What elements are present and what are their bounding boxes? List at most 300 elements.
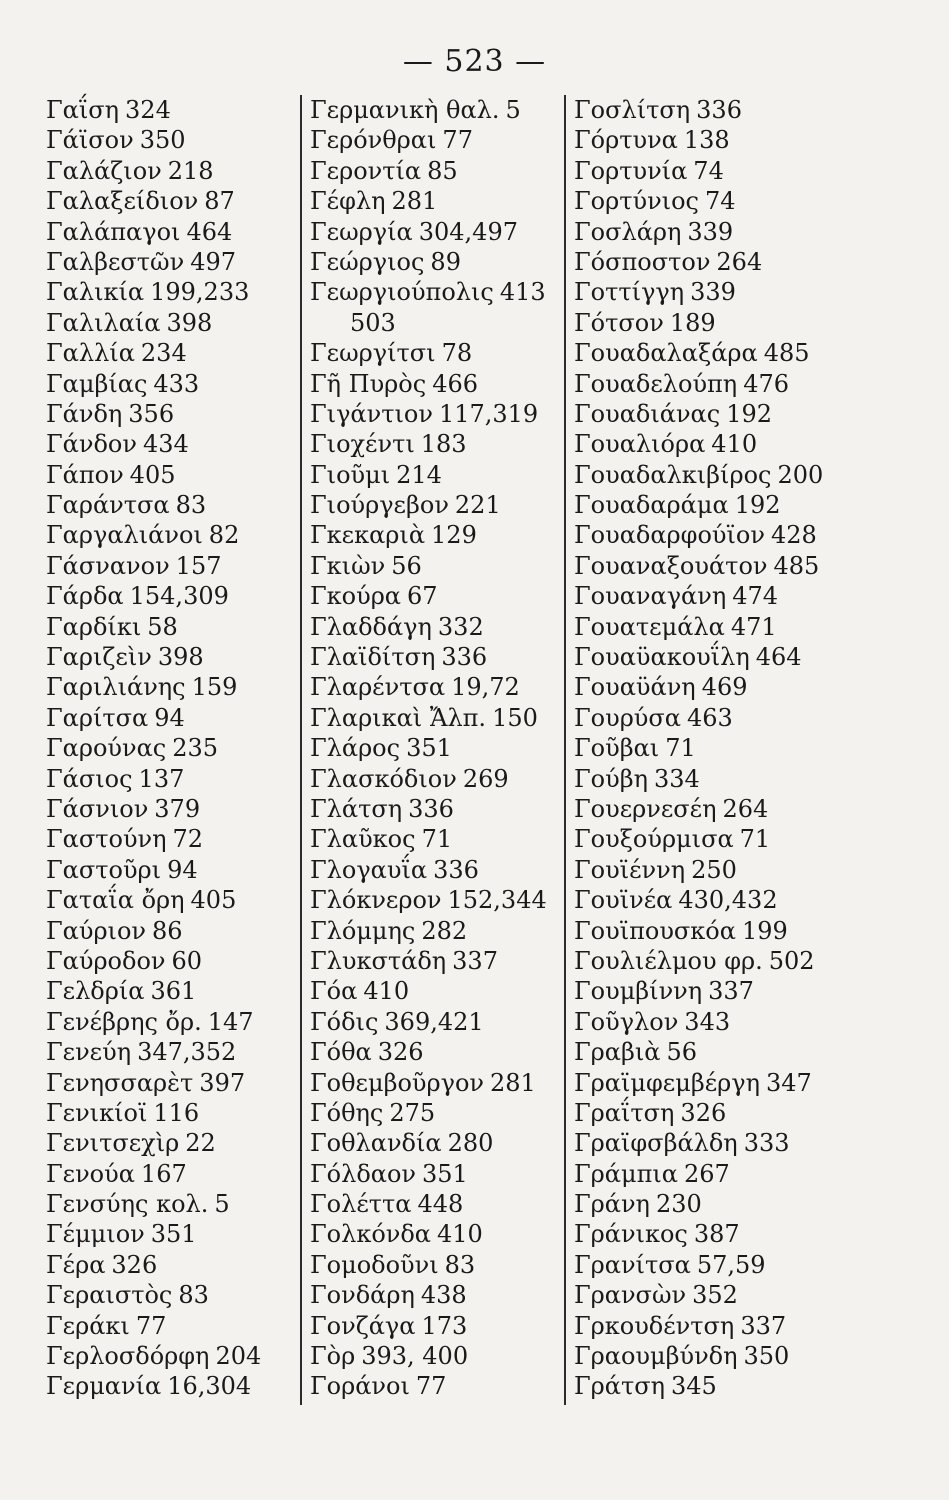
entry-name: Γολέττα	[310, 1190, 412, 1219]
entry-name: Γόθα	[310, 1038, 372, 1067]
entry-name: Γενικίοϊ	[46, 1098, 148, 1127]
entry-name: Γάρδα	[46, 582, 124, 611]
entry-page-numbers: 469	[701, 673, 748, 702]
entry-page-numbers: 275	[389, 1098, 436, 1127]
index-entry	[574, 1037, 824, 1067]
entry-name: Γλαδδάγη	[310, 612, 432, 641]
index-entry	[46, 1371, 296, 1401]
entry-page-numbers: 336	[408, 794, 454, 823]
index-entry	[46, 1189, 296, 1219]
index-entry	[310, 642, 560, 672]
entry-page-numbers: 333	[743, 1129, 790, 1158]
entry-page-numbers: 351	[406, 734, 452, 763]
entry-name: Γούβη	[574, 764, 648, 793]
entry-page-numbers: 281	[391, 187, 438, 216]
entry-name: Γαλλία	[46, 339, 135, 368]
entry-page-numbers: 154,309	[129, 582, 229, 611]
entry-name: Γεράκι	[46, 1311, 130, 1340]
index-entry	[310, 946, 560, 976]
entry-name: Γοῦγλον	[574, 1007, 679, 1036]
entry-name: Γενεύη	[46, 1038, 132, 1067]
entry-page-numbers: 413	[499, 278, 546, 307]
entry-name: Γερμανικὴ θαλ.	[310, 96, 500, 124]
index-entry	[310, 156, 560, 186]
index-entry	[310, 95, 560, 125]
entry-page-numbers: 503	[350, 308, 396, 337]
index-entry	[46, 1280, 296, 1310]
entry-page-numbers: 199,233	[150, 278, 250, 307]
entry-page-numbers: 116	[153, 1098, 200, 1127]
entry-name: Γαλαξείδιον	[46, 187, 199, 216]
index-entry	[310, 1189, 560, 1219]
index-column-1	[46, 95, 296, 1415]
index-entry	[46, 885, 296, 915]
index-entry	[574, 733, 824, 763]
entry-page-numbers: 326	[377, 1038, 424, 1067]
entry-name: Γαράντσα	[46, 491, 170, 520]
entry-name: Γράνικος	[574, 1220, 688, 1249]
entry-name: Γουμβίννη	[574, 977, 703, 1006]
entry-page-numbers: 398	[166, 308, 213, 337]
entry-page-numbers: 410	[711, 430, 758, 459]
entry-page-numbers: 347,352	[137, 1038, 237, 1067]
entry-page-numbers: 60	[171, 946, 203, 975]
entry-page-numbers: 204	[215, 1342, 262, 1371]
entry-name: Γιγάντιον	[310, 399, 433, 428]
entry-name: Γάσνανον	[46, 551, 170, 580]
index-entry	[310, 1128, 560, 1158]
index-entry	[46, 399, 296, 429]
entry-name: Γάσιος	[46, 764, 133, 793]
entry-name: Γαργαλιάνοι	[46, 521, 203, 550]
entry-page-numbers: 192	[734, 491, 781, 520]
index-entry	[574, 186, 824, 216]
entry-page-numbers: 152,344	[447, 886, 547, 915]
entry-name: Γιοχέντι	[310, 430, 415, 459]
entry-name: Γλαϊδίτση	[310, 643, 436, 672]
index-entry	[46, 794, 296, 824]
index-entry	[310, 824, 560, 854]
entry-name: Γαλιλαία	[46, 308, 161, 337]
index-entry	[310, 1159, 560, 1189]
index-entry	[574, 824, 824, 854]
index-entry	[46, 1311, 296, 1341]
index-entry	[310, 855, 560, 885]
entry-page-numbers: 352	[692, 1281, 738, 1310]
entry-page-numbers: 448	[417, 1190, 464, 1219]
entry-page-numbers: 5	[214, 1190, 230, 1219]
entry-page-numbers: 397	[199, 1068, 246, 1097]
entry-page-numbers: 326	[680, 1098, 727, 1127]
entry-page-numbers: 337	[708, 977, 754, 1006]
entry-page-numbers: 57,59	[696, 1250, 766, 1279]
entry-name: Γαΐση	[46, 96, 120, 124]
index-entry	[310, 612, 560, 642]
index-entry	[46, 308, 296, 338]
entry-page-numbers: 22	[185, 1129, 216, 1158]
index-entry	[574, 855, 824, 885]
entry-page-numbers: 199	[741, 916, 788, 945]
index-column-2	[310, 95, 560, 1415]
index-entry	[46, 125, 296, 155]
entry-page-numbers: 167	[140, 1159, 187, 1188]
entry-name: Γόλδαον	[310, 1159, 417, 1188]
entry-page-numbers: 86	[152, 916, 183, 945]
entry-name: Γενιτσεχὶρ	[46, 1129, 180, 1158]
entry-name: Γράνη	[574, 1190, 650, 1219]
entry-page-numbers: 87	[204, 187, 235, 216]
index-entry	[574, 885, 824, 915]
index-entry	[310, 764, 560, 794]
index-entry	[46, 1250, 296, 1280]
index-entry	[574, 794, 824, 824]
index-entry	[574, 95, 824, 125]
entry-page-numbers: 234	[140, 339, 187, 368]
index-entry	[310, 217, 560, 247]
entry-page-numbers: 250	[691, 855, 737, 884]
index-entry	[46, 1341, 296, 1371]
entry-page-numbers: 345	[671, 1372, 717, 1401]
index-entry	[574, 946, 824, 976]
entry-page-numbers: 334	[653, 764, 700, 793]
entry-name: Γαλικία	[46, 278, 145, 307]
entry-name: Γαμβίας	[46, 369, 148, 398]
entry-name: Γεώργιος	[310, 247, 425, 276]
entry-page-numbers: 281	[490, 1068, 536, 1097]
entry-page-numbers: 474	[732, 582, 779, 611]
index-entry	[46, 703, 296, 733]
entry-name: Γότσον	[574, 308, 664, 337]
index-entry	[46, 247, 296, 277]
index-entry	[310, 672, 560, 702]
index-entry	[310, 581, 560, 611]
index-entry	[574, 520, 824, 550]
entry-name: Γιούργεβον	[310, 491, 449, 520]
entry-page-numbers: 19,72	[451, 673, 520, 702]
entry-name: Γουϊπουσκόα	[574, 916, 736, 945]
entry-name: Γεροντία	[310, 156, 422, 185]
entry-page-numbers: 347	[765, 1068, 812, 1097]
index-entry	[574, 642, 824, 672]
index-entry	[574, 1219, 824, 1249]
index-entry	[574, 369, 824, 399]
entry-page-numbers: 350	[743, 1342, 790, 1371]
index-entry	[574, 1280, 824, 1310]
entry-name: Γόα	[310, 977, 358, 1006]
entry-name: Γουξούρμισα	[574, 825, 734, 854]
entry-page-numbers: 72	[172, 825, 204, 854]
index-entry	[574, 1098, 824, 1128]
entry-page-numbers: 117,319	[438, 399, 539, 428]
entry-name: Γενσύης κολ.	[46, 1190, 209, 1219]
index-entry	[574, 612, 824, 642]
index-entry	[574, 460, 824, 490]
index-entry	[310, 703, 560, 733]
entry-page-numbers: 77	[415, 1372, 447, 1401]
index-entry	[574, 581, 824, 611]
index-entry	[574, 1371, 824, 1401]
entry-name: Γουϊέννη	[574, 855, 686, 884]
index-entry	[310, 1341, 560, 1371]
entry-page-numbers: 74	[693, 156, 724, 185]
entry-page-numbers: 200	[777, 460, 824, 489]
entry-name: Γαστοῦρι	[46, 855, 162, 884]
index-entry	[46, 1037, 296, 1067]
entry-page-numbers: 485	[763, 339, 810, 368]
index-entry	[310, 916, 560, 946]
entry-page-numbers: 269	[462, 764, 509, 793]
entry-page-numbers: 369,421	[384, 1007, 484, 1036]
index-entry	[46, 551, 296, 581]
entry-name: Γλαρέντσα	[310, 673, 446, 702]
entry-name: Γάϊσον	[46, 126, 134, 155]
entry-name: Γορτυνία	[574, 156, 688, 185]
entry-page-numbers: 230	[655, 1190, 702, 1219]
index-entry	[574, 1189, 824, 1219]
index-entry	[46, 612, 296, 642]
entry-name: Γραϊμφεμβέργη	[574, 1068, 760, 1097]
entry-name: Γέρα	[46, 1250, 106, 1279]
entry-page-numbers: 159	[191, 673, 238, 702]
entry-name: Γλογαυΐα	[310, 855, 428, 884]
entry-name: Γουερνεσέη	[574, 794, 717, 823]
index-entry	[310, 1037, 560, 1067]
entry-page-numbers: 336	[433, 855, 479, 884]
entry-name: Γοσλάρη	[574, 217, 682, 246]
index-entry	[310, 490, 560, 520]
entry-page-numbers: 337	[452, 946, 498, 975]
entry-page-numbers: 5	[505, 96, 521, 124]
entry-name: Γομοδοῦνι	[310, 1250, 439, 1279]
entry-name: Γλόκνερον	[310, 886, 442, 915]
entry-page-numbers: 71	[421, 825, 453, 854]
entry-name: Γόθης	[310, 1098, 384, 1127]
entry-page-numbers: 502	[768, 946, 815, 975]
entry-name: Γλόμμης	[310, 916, 416, 945]
entry-page-numbers: 471	[730, 612, 777, 641]
entry-name: Γουαϋακουΐλη	[574, 643, 750, 672]
index-entry	[574, 277, 824, 307]
entry-name: Γουλιέλμου φρ.	[574, 946, 763, 975]
entry-page-numbers: 267	[683, 1159, 730, 1188]
index-entry	[46, 1098, 296, 1128]
entry-name: Γοττίγγη	[574, 278, 685, 307]
index-entry	[46, 946, 296, 976]
page-number: — 523 —	[402, 44, 547, 79]
entry-name: Γερόνθραι	[310, 126, 437, 155]
entry-name: Γαλβεστῶν	[46, 247, 185, 276]
index-column-3	[574, 95, 824, 1415]
entry-page-numbers: 264	[722, 794, 769, 823]
entry-name: Γάνδον	[46, 430, 137, 459]
entry-name: Γαριζεὶν	[46, 643, 152, 672]
index-entry	[574, 1128, 824, 1158]
index-entry	[310, 186, 560, 216]
entry-name: Γουαδαλκιβίρος	[574, 460, 772, 489]
entry-page-numbers: 434	[142, 430, 189, 459]
entry-page-numbers: 189	[669, 308, 716, 337]
entry-page-numbers: 192	[726, 399, 773, 428]
entry-name: Γεωργιούπολις	[310, 278, 494, 307]
entry-name: Γέφλη	[310, 187, 386, 216]
index-entry	[574, 125, 824, 155]
entry-page-numbers: 280	[447, 1129, 494, 1158]
entry-page-numbers: 67	[407, 582, 438, 611]
index-entry	[574, 1341, 824, 1371]
entry-page-numbers: 83	[175, 491, 207, 520]
index-entry	[46, 217, 296, 247]
entry-page-numbers: 214	[396, 460, 442, 489]
entry-name: Γαριλιάνης	[46, 673, 186, 702]
index-entry	[310, 885, 560, 915]
index-entry	[574, 490, 824, 520]
entry-name: Γορτύνιος	[574, 187, 699, 216]
entry-page-numbers: 398	[157, 643, 204, 672]
entry-page-numbers: 464	[755, 643, 802, 672]
entry-name: Γενούα	[46, 1159, 135, 1188]
index-entry	[46, 520, 296, 550]
entry-name: Γουαλιόρα	[574, 430, 706, 459]
entry-page-numbers: 337	[740, 1311, 787, 1340]
entry-page-numbers: 430,432	[678, 886, 778, 915]
entry-name: Γρανίτσα	[574, 1250, 691, 1279]
index-entry	[574, 217, 824, 247]
entry-page-numbers: 77	[135, 1311, 167, 1340]
index-entry	[46, 429, 296, 459]
entry-name: Γράμπια	[574, 1159, 678, 1188]
index-entry	[310, 1311, 560, 1341]
index-entry	[574, 1311, 824, 1341]
index-entry	[310, 794, 560, 824]
entry-page-numbers: 56	[666, 1038, 698, 1067]
index-entry	[310, 520, 560, 550]
entry-name: Γλαρικαὶ Ἄλπ.	[310, 703, 487, 732]
entry-page-numbers: 326	[111, 1250, 158, 1279]
entry-name: Γλαῦκος	[310, 825, 416, 854]
index-entry	[46, 1128, 296, 1158]
index-entry	[574, 156, 824, 186]
index-entry	[46, 186, 296, 216]
index-entry	[310, 1280, 560, 1310]
entry-page-numbers: 336	[696, 96, 742, 124]
entry-name: Γαταΐα ὄρη	[46, 886, 185, 915]
entry-page-numbers: 56	[391, 551, 422, 580]
index-entry	[310, 338, 560, 368]
entry-name: Γλάτση	[310, 794, 403, 823]
entry-page-numbers: 137	[138, 764, 185, 793]
entry-page-numbers: 428	[770, 521, 817, 550]
entry-name: Γενησσαρὲτ	[46, 1068, 194, 1097]
index-entry	[46, 1159, 296, 1189]
entry-name: Γραβιὰ	[574, 1038, 661, 1067]
entry-page-numbers: 393, 400	[361, 1342, 469, 1371]
index-entry	[310, 460, 560, 490]
entry-name: Γοράνοι	[310, 1372, 410, 1401]
index-entry	[46, 369, 296, 399]
entry-name: Γράτση	[574, 1372, 666, 1401]
entry-name: Γουαναξουάτον	[574, 551, 768, 580]
entry-name: Γαλάζιον	[46, 156, 162, 185]
entry-page-numbers: 356	[128, 399, 175, 428]
entry-page-numbers: 129	[431, 521, 477, 550]
index-entry	[46, 581, 296, 611]
entry-name: Γαρίτσα	[46, 703, 149, 732]
index-entry	[46, 1007, 296, 1037]
entry-page-numbers: 339	[687, 217, 734, 246]
index-entry	[310, 551, 560, 581]
index-entry	[46, 642, 296, 672]
entry-page-numbers: 83	[178, 1281, 209, 1310]
entry-name: Γουϊνέα	[574, 886, 673, 915]
entry-page-numbers: 221	[454, 491, 501, 520]
entry-page-numbers: 85	[427, 156, 458, 185]
index-entry	[574, 551, 824, 581]
entry-page-numbers: 336	[441, 643, 488, 672]
index-entry	[310, 429, 560, 459]
entry-page-numbers: 438	[420, 1281, 467, 1310]
entry-page-numbers: 173	[421, 1311, 468, 1340]
entry-page-numbers: 78	[441, 339, 473, 368]
index-entry	[310, 976, 560, 1006]
entry-page-numbers: 16,304	[167, 1372, 252, 1401]
index-entry	[574, 764, 824, 794]
index-entry	[310, 1098, 560, 1128]
entry-page-numbers: 138	[683, 126, 730, 155]
entry-page-numbers: 183	[420, 430, 467, 459]
index-entry	[46, 916, 296, 946]
entry-name: Γονζάγα	[310, 1311, 416, 1340]
index-entry	[310, 733, 560, 763]
index-entry	[574, 1007, 824, 1037]
entry-name: Γονδάρη	[310, 1281, 415, 1310]
entry-name: Γουαναγάνη	[574, 582, 727, 611]
index-entry	[310, 369, 560, 399]
entry-name: Γερλοσδόρφη	[46, 1342, 210, 1371]
index-entry	[46, 733, 296, 763]
index-entry	[574, 1250, 824, 1280]
index-entry	[310, 277, 560, 307]
entry-name: Γὸρ	[310, 1342, 356, 1371]
entry-name: Γραουμβύνδη	[574, 1342, 738, 1371]
index-entry	[310, 247, 560, 277]
entry-name: Γάσνιον	[46, 794, 149, 823]
entry-name: Γουρύσα	[574, 703, 681, 732]
entry-name: Γουατεμάλα	[574, 612, 725, 641]
entry-name: Γελδρία	[46, 977, 145, 1006]
entry-name: Γενέβρης ὄρ.	[46, 1007, 202, 1036]
entry-page-numbers: 74	[704, 187, 736, 216]
index-entry	[310, 1007, 560, 1037]
index-entry	[310, 1371, 560, 1401]
entry-name: Γαρδίκι	[46, 612, 142, 641]
index-entry	[46, 156, 296, 186]
entry-name: Γρκουδέντση	[574, 1311, 735, 1340]
entry-page-numbers: 485	[773, 551, 820, 580]
index-entry	[46, 824, 296, 854]
entry-name: Γλάρος	[310, 734, 401, 763]
entry-name: Γαστούνη	[46, 825, 167, 854]
entry-page-numbers: 410	[363, 977, 410, 1006]
entry-name: Γουαδαρφούϊον	[574, 521, 765, 550]
entry-name: Γλασκόδιον	[310, 764, 457, 793]
entry-name: Γοῦβαι	[574, 734, 660, 763]
index-entry	[574, 703, 824, 733]
entry-page-numbers: 264	[716, 247, 763, 276]
entry-page-numbers: 464	[186, 217, 233, 246]
entry-page-numbers: 77	[442, 126, 473, 155]
entry-page-numbers: 405	[190, 886, 237, 915]
index-entry	[46, 1219, 296, 1249]
